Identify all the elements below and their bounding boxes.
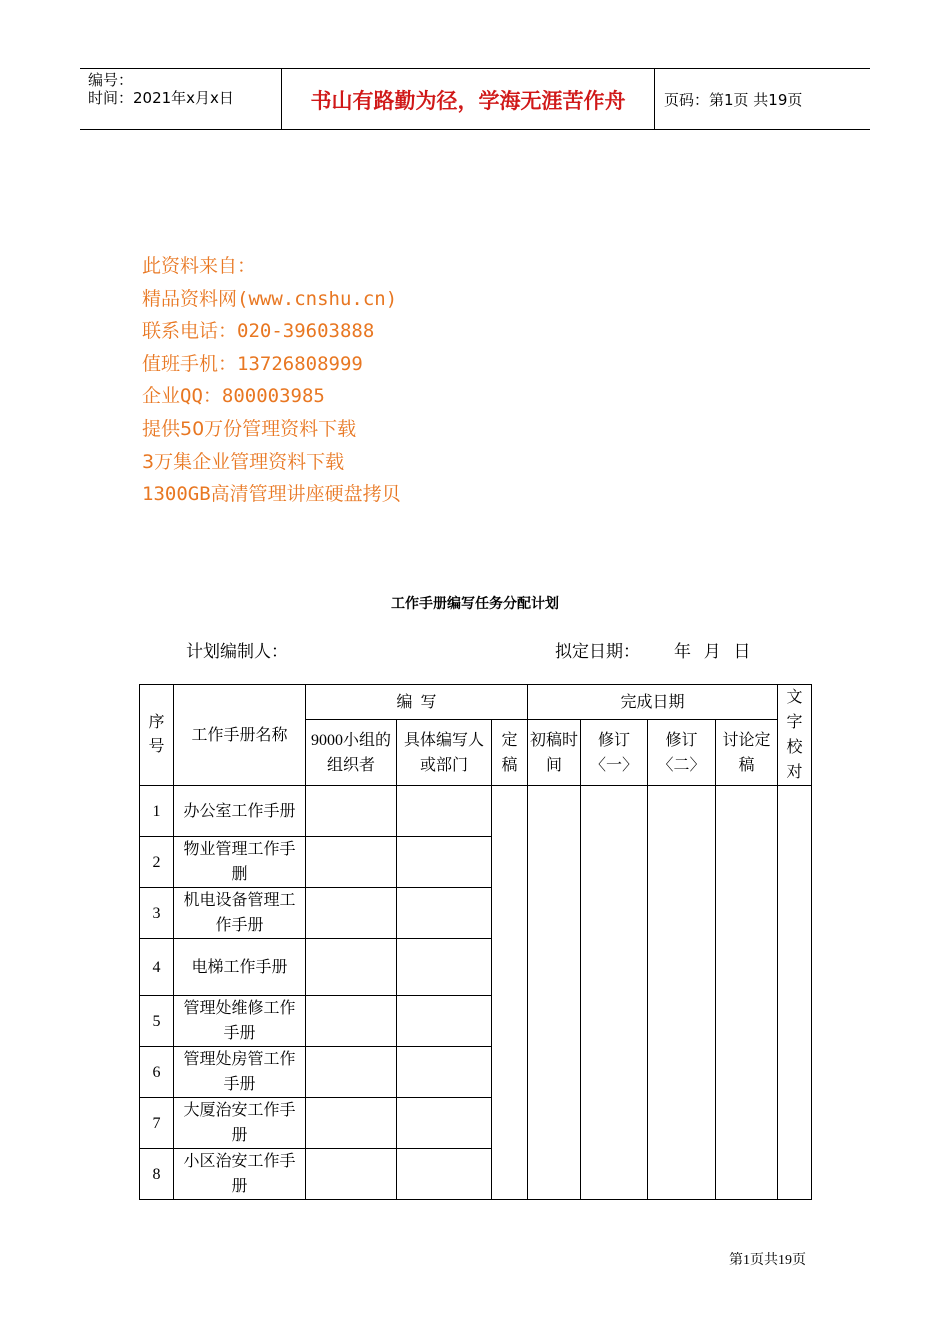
source-info-block — [142, 250, 401, 511]
row-manual-name: 管理处房管工作手册 — [174, 1047, 306, 1098]
row-manual-name: 电梯工作手册 — [174, 939, 306, 996]
final-column — [492, 786, 528, 1200]
organizer-cell — [306, 1149, 397, 1200]
organizer-cell — [306, 837, 397, 888]
writer-cell — [397, 1098, 492, 1149]
row-seq: 7 — [140, 1098, 174, 1149]
date-month-unit: 月 — [703, 642, 721, 661]
organizer-cell — [306, 1098, 397, 1149]
row-manual-name: 机电设备管理工作手册 — [174, 888, 306, 939]
header-draft-time: 初稿时间 — [528, 720, 581, 786]
writer-cell — [397, 837, 492, 888]
row-seq: 1 — [140, 786, 174, 837]
row-seq: 8 — [140, 1149, 174, 1200]
row-seq: 6 — [140, 1047, 174, 1098]
header-meta — [88, 71, 234, 107]
source-line: 精品资料网(www.cnshu.cn) — [142, 287, 398, 310]
header-revision-1: 修订〈一〉 — [581, 720, 648, 786]
header-write-group: 编 写 — [306, 685, 528, 720]
header-proofread: 文字校对 — [778, 685, 812, 786]
proofread-column — [778, 786, 812, 1200]
date-day-unit: 日 — [733, 642, 751, 661]
row-manual-name: 办公室工作手册 — [174, 786, 306, 837]
source-line: 企业QQ：800003985 — [142, 385, 325, 408]
organizer-cell — [306, 1047, 397, 1098]
plan-date — [555, 637, 751, 662]
number-label: 编号： — [88, 71, 134, 89]
source-line: 提供50万份管理资料下载 — [142, 417, 357, 440]
page-header — [80, 68, 870, 130]
draft-time-column — [528, 786, 581, 1200]
header-discuss-final: 讨论定稿 — [716, 720, 778, 786]
header-seq: 序号 — [140, 685, 174, 786]
task-allocation-table — [139, 684, 812, 1200]
header-manual-name: 工作手册名称 — [174, 685, 306, 786]
header-complete-group: 完成日期 — [528, 685, 778, 720]
header-revision-2: 修订〈二〉 — [648, 720, 716, 786]
date-year-unit: 年 — [674, 642, 691, 661]
writer-cell — [397, 996, 492, 1047]
header-motto: 书山有路勤为径，学海无涯苦作舟 — [310, 89, 626, 113]
time-label: 时间：2021年x月x日 — [88, 89, 234, 107]
row-seq: 2 — [140, 837, 174, 888]
writer-cell — [397, 1149, 492, 1200]
source-line: 3万集企业管理资料下载 — [142, 450, 345, 473]
source-line: 联系电话：020-39603888 — [142, 320, 375, 343]
header-page-label: 页码：第1页 共19页 — [664, 91, 803, 109]
table-row — [140, 786, 812, 837]
discuss-final-column — [716, 786, 778, 1200]
row-seq: 5 — [140, 996, 174, 1047]
source-line: 值班手机：13726808999 — [142, 352, 363, 375]
writer-cell — [397, 786, 492, 837]
organizer-cell — [306, 996, 397, 1047]
organizer-cell — [306, 939, 397, 996]
row-seq: 3 — [140, 888, 174, 939]
header-final: 定稿 — [492, 720, 528, 786]
header-divider — [654, 69, 655, 129]
date-label: 拟定日期： — [555, 642, 640, 661]
document-title: 工作手册编写任务分配计划 — [391, 596, 559, 612]
header-writer: 具体编写人或部门 — [397, 720, 492, 786]
row-manual-name: 物业管理工作手删 — [174, 837, 306, 888]
header-organizer: 9000小组的组织者 — [306, 720, 397, 786]
writer-cell — [397, 1047, 492, 1098]
row-manual-name: 大厦治安工作手册 — [174, 1098, 306, 1149]
organizer-cell — [306, 786, 397, 837]
page-footer: 第1页共19页 — [729, 1253, 806, 1268]
source-line: 此资料来自： — [142, 255, 257, 277]
planner-label: 计划编制人： — [186, 642, 288, 661]
revision-1-column — [581, 786, 648, 1200]
organizer-cell — [306, 888, 397, 939]
writer-cell — [397, 939, 492, 996]
writer-cell — [397, 888, 492, 939]
row-manual-name: 小区治安工作手册 — [174, 1149, 306, 1200]
row-seq: 4 — [140, 939, 174, 996]
revision-2-column — [648, 786, 716, 1200]
row-manual-name: 管理处维修工作手册 — [174, 996, 306, 1047]
source-line: 1300GB高清管理讲座硬盘拷贝 — [142, 483, 401, 506]
